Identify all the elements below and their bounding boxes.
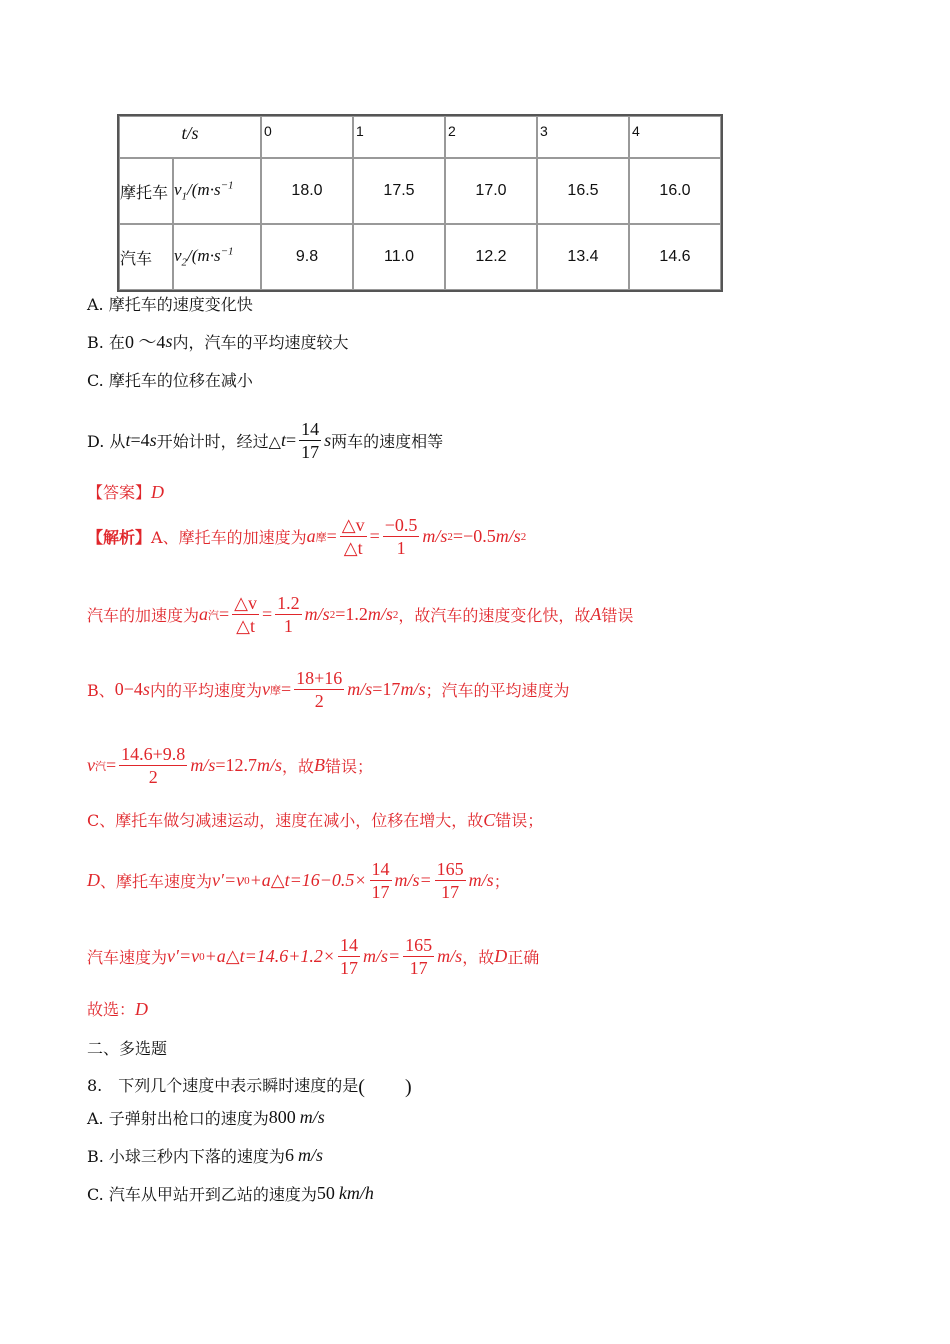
option-c: C. 摩托车的位移在减小 [87, 371, 253, 390]
variable-cell: $v_2/(m\cdot s^{-1}$ [173, 224, 261, 290]
analysis-line-6: D 、摩托车速度为 v′=v 0 +a△t=16−0.5× $\frac{14}{17}$ m/s= $\frac{165}{17}$ m/s ； [87, 859, 510, 902]
analysis-line-2: 汽车的加速度为 a 汽 = $\frac{\triangle v}{\triangle t}$ = $\frac{1.2}{1}$ m/s 2 =1.2 m/s 2 ，故汽车的速度变化快，故 A 错误 [87, 593, 634, 636]
value-cell: 16.0 [629, 158, 721, 224]
section-heading: 二、多选题 [87, 1039, 168, 1058]
analysis-line-1: 【解析】 A、摩托车的加速度为 a 摩 = $\frac{\triangle v}{\triangle t}$ = $\frac{-0.5}{1}$ m/s 2 =−0.5 m/s 2 [87, 515, 527, 558]
value-cell: 14.6 [629, 224, 721, 290]
time-cell: 1 [353, 116, 445, 158]
table-row [119, 158, 721, 224]
analysis-line-7: 汽车速度为 v′=v 0 +a△t=14.6+1.2× $\frac{14}{17}$ m/s= $\frac{165}{17}$ m/s ，故 D 正确 [87, 935, 540, 978]
value-cell: 16.5 [537, 158, 629, 224]
analysis-conclusion: 故选：D [87, 999, 149, 1019]
analysis-line-3: B、 0−4 s 内的平均速度为 v 摩 = $\frac{18+16}{2}$ m/s =17 m/s ；汽车的平均速度为 [87, 668, 570, 711]
time-cell: 2 [445, 116, 537, 158]
option-d: D. 从 t =4 s 开始计时，经过△ t = $\frac{14}{17}$ s 两车的速度相等 [87, 419, 444, 462]
table-row [119, 224, 721, 290]
variable-cell: $v_1/(m\cdot s^{-1}$ [173, 158, 261, 224]
answer-line: 【答案】D [87, 482, 165, 502]
value-cell: 18.0 [261, 158, 353, 224]
analysis-line-5: C、摩托车做匀减速运动，速度在减小，位移在增大，故C错误； [87, 810, 544, 830]
value-cell: 17.5 [353, 158, 445, 224]
question-8-option-c: C. 汽车从甲站开到乙站的速度为 50 km/h [87, 1183, 374, 1204]
vehicle-cell: 摩托车 [119, 158, 173, 224]
value-cell: 9.8 [261, 224, 353, 290]
vehicle-cell: 汽车 [119, 224, 173, 290]
question-8-option-b: B. 小球三秒内下落的速度为 6 m/s [87, 1145, 323, 1166]
value-cell: 17.0 [445, 158, 537, 224]
time-cell: 3 [537, 116, 629, 158]
analysis-line-4: v 汽 = $\frac{14.6+9.8}{2}$ m/s =12.7 m/s ，故 B 错误； [87, 744, 374, 787]
question-8-stem: 8. 下列几个速度中表示瞬时速度的是 ( ) [87, 1076, 412, 1098]
value-cell: 11.0 [353, 224, 445, 290]
time-cell: 0 [261, 116, 353, 158]
header-label-cell: t/s [119, 116, 261, 158]
time-cell: 4 [629, 116, 721, 158]
velocity-table [117, 114, 723, 292]
value-cell: 13.4 [537, 224, 629, 290]
value-cell: 12.2 [445, 224, 537, 290]
option-a: A. 摩托车的速度变化快 [87, 295, 253, 314]
option-b: B. 在 0 ～4 s 内，汽车的平均速度较大 [87, 330, 349, 352]
question-8-option-a: A. 子弹射出枪口的速度为 800 m/s [87, 1107, 325, 1128]
table-header-row [119, 116, 721, 158]
